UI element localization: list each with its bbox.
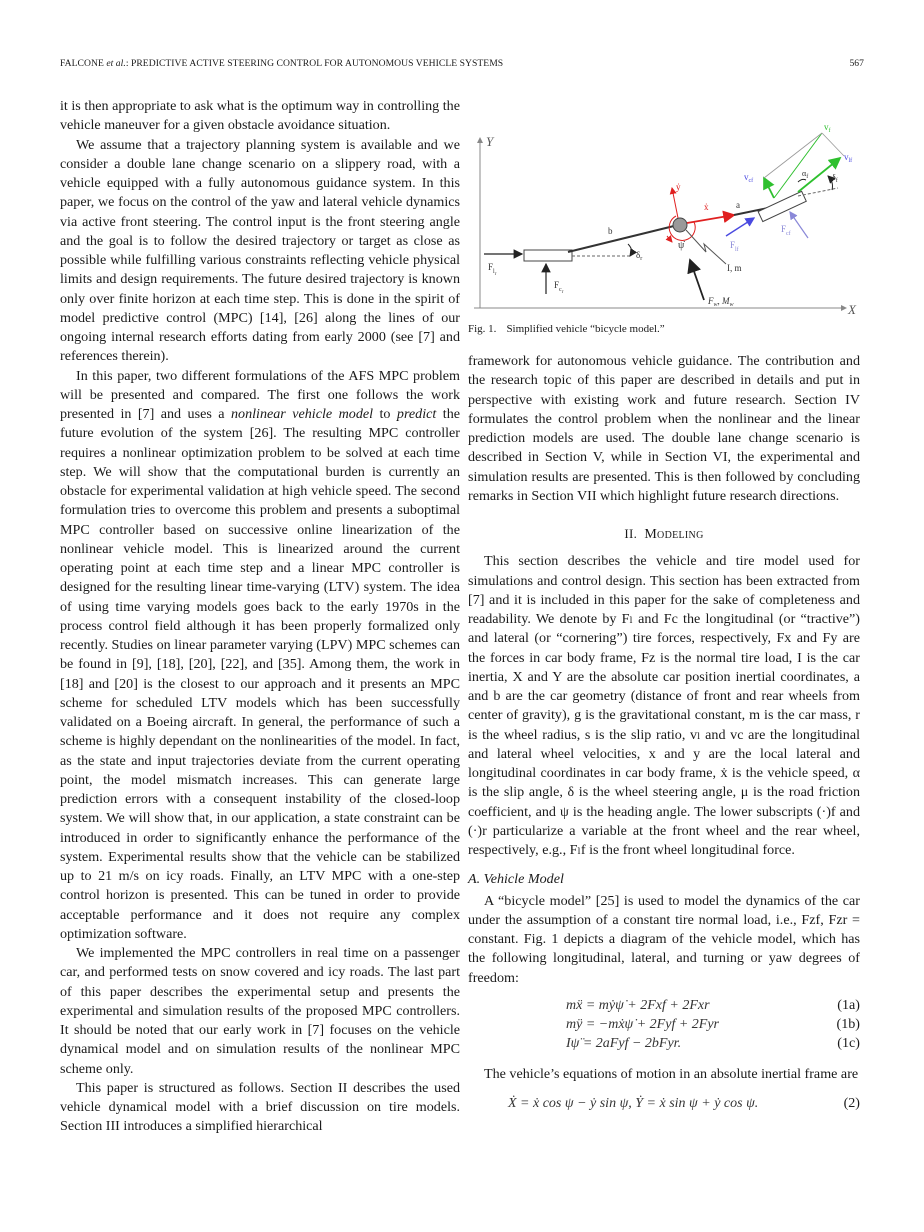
svg-text:δr: $\delta_r$: [636, 250, 643, 262]
svg-text:Y: Y: [486, 134, 494, 149]
subsection-heading: A. Vehicle Model: [468, 871, 564, 888]
running-title: FALCONE et al.: PREDICTIVE ACTIVE STEERING CONTROL FOR AUTONOMOUS VEHICLE SYSTEMS: [60, 58, 504, 69]
svg-text:Flr: $F_{lr}$: [488, 262, 497, 277]
svg-text:vf: $v_f$: [824, 122, 831, 134]
equation-1b: mÿ = −mẋψ̇ + 2Fyf + 2Fyr (1b): [566, 1015, 860, 1032]
figure-bicycle-model: [468, 118, 860, 322]
paragraph: In this paper, two different formulations of the AFS MPC problem will be presented and compared. The first one follows the work presented in [7] and uses a nonlinear vehicle model to predict the future evolution of the system [26]. The resulting MPC controller requires a nonlinear optimization problem to be solved at each time step. We will show that the computational burden is currently an obstacle for experimental validation at high vehicle speed. The second formulation tries to overcome this problem and presents a suboptimal MPC controller based on successive online linearization of the nonlinear vehicle model. This is linearized around the current operating point at each time step and a linear MPC controller is designed for the resulting linear time-varying (LTV) system. The idea of using time varying models goes back to the early 1970s in the process control field although it has been properly formalized only recently. Studies on linear parameter varying (LPV) MPC schemes can be found in [9], [18], [20], [22], and [35]. Among them, the work in [18] and [20] is the closest to our approach and it presents an MPC scheme for scheduled LTV models which has been successfully validated on a Boeing aircraft. In general, the performance of such a scheme is highly dependant on the nonlinearities of the model. In fact, as the state and input trajectories deviate from the current operating point, the model mismatch increases. This can generate large prediction errors with a consequent instability of the closed-loop system. We will show that, in our application, a state constraint can be introduced in order to significantly enhance the performance of the system. Experimental results show that the vehicle can be stabilized up to 21 m/s on icy roads. Finally, an LTV MPC with a one-step control horizon is presented. This can be tuned in order to provide acceptable performance and it does not require any complex optimization software.: [60, 367, 460, 942]
paragraph: it is then appropriate to ask what is the optimum way in controlling the vehicle maneuver for a given obstacle avoidance situation.: [60, 98, 460, 134]
paragraph: This paper is structured as follows. Section II describes the used vehicle dynamical model with a brief discussion on tire models. Section III introduces a simplified hierarchical: [60, 1079, 460, 1135]
right-column: [468, 104, 860, 1113]
svg-text:Fcr: $F_{cr}$: [554, 280, 564, 295]
svg-text:X: X: [848, 302, 856, 317]
svg-text:ẏ: ẏ: [676, 182, 681, 192]
svg-text:δf: $\delta_f$: [832, 173, 838, 184]
equation-2: Ẋ = ẋ cos ψ − ẏ sin ψ, Ẏ = ẋ sin ψ + ẏ cos ψ. (2): [508, 1095, 860, 1111]
left-column: [60, 97, 460, 1137]
paragraph: A “bicycle model” [25] is used to model the dynamics of the car under the assumption of a constant tire normal load, i.e., Fzf, Fzr = constant. Fig. 1 depicts a diagram of the vehicle model, which has the following longitudinal, lateral, and turning or yaw degrees of freedom:: [468, 892, 860, 986]
paragraph: We assume that a trajectory planning system is available and we consider a double lane change scenario on a slippery road, with a vehicle equipped with a fully autonomous guidance system. In this paper, we focus on the control of the yaw and lateral vehicle dynamics via active front steering. The control input is the front steering angle and the goal is to follow the desired trajectory or target as close as possible while fulfilling various constraints reflecting vehicle physical limits and design requirements. The future desired trajectory is known only over finite horizon at each time step. This is done in the spirit of model predictive control (MPC) [14], [26] along the lines of our ongoing internal research efforts dating from early 2000 (see [7] and references therein).: [60, 136, 460, 365]
equation-1a: mẍ = mẏψ̇ + 2Fxf + 2Fxr (1a): [566, 996, 860, 1013]
svg-text:a: a: [736, 200, 740, 210]
page-number: 567: [849, 58, 864, 69]
bicycle-model-diagram: [468, 118, 860, 322]
svg-text:ẋ: ẋ: [704, 202, 709, 212]
paragraph: This section describes the vehicle and tire model used for simulations and control design. This section has been extracted from [7] and it is included in this paper for the sake of completeness and readability. We denote by Fₗ and Fc the longitudinal (or “tractive”) and lateral (or “cornering”) tire forces, respectively, Fx and Fy are the forces in car body frame, Fz is the normal tire load, I is the car inertia, X and Y are the absolute car position inertial coordinates, a and b are the car geometry (distance of front and rear wheels from center of gravity), g is the gravitational constant, m is the car mass, r is the wheel radius, s is the slip ratio, vₗ and vc are the longitudinal and lateral wheel velocities, x and y are the local lateral and longitudinal coordinates in car body frame, ẋ is the vehicle speed, α is the slip angle, δ is the wheel steering angle, μ is the road friction coefficient, and ψ is the heading angle. The lower subscripts (·)f and (·)r particularize a variable at the front wheel and the rear wheel, respectively, e.g., Fₗf is the front wheel longitudinal force.: [468, 553, 860, 858]
svg-text:Fcf: $F_{cf}$: [781, 224, 791, 237]
section-heading: II. Modeling: [624, 526, 704, 542]
svg-text:ψ̇: ψ̇: [678, 240, 685, 251]
svg-text:vcf: $v_{cf}$: [744, 172, 754, 184]
svg-text:I, m: I, m: [727, 263, 742, 273]
paragraph: We implemented the MPC controllers in real time on a passenger car, and performed tests on snow covered and icy roads. The last part of this paper describes the experimental setup and presents the experimental and simulation results of the proposed MPC controllers. It should be noted that our early work in [7] focuses on the vehicle dynamical model and on simulation results of the nonlinear MPC scheme only.: [60, 945, 460, 1077]
paragraph: framework for autonomous vehicle guidance. The contribution and the research topic of this paper are described in details and put in perspective with existing work and future research. Section IV formulates the control problem when the nonlinear and the linear prediction models are used. The double lane change scenario is described in Section V, while in Section VI, the experimental and simulation results are presented. This is then followed by concluding remarks in Section VII which highlight future research directions.: [468, 353, 860, 504]
svg-text:b: b: [608, 226, 613, 236]
running-header: [60, 58, 864, 72]
svg-text:αf: $\alpha_f$: [802, 169, 809, 180]
svg-text:Fw, Mw: $F_w$, $M_w$: [708, 296, 734, 308]
figure-caption: Fig. 1. Simplified vehicle “bicycle model.”: [468, 323, 665, 335]
svg-text:vlf: $v_{lf}$: [844, 152, 853, 164]
equation-1c: Iψ̈ = 2aFyf − 2bFyr. (1c): [566, 1034, 860, 1051]
paragraph: The vehicle’s equations of motion in an absolute inertial frame are: [484, 1065, 859, 1082]
svg-text:Flf: $F_{lf}$: [730, 240, 739, 253]
